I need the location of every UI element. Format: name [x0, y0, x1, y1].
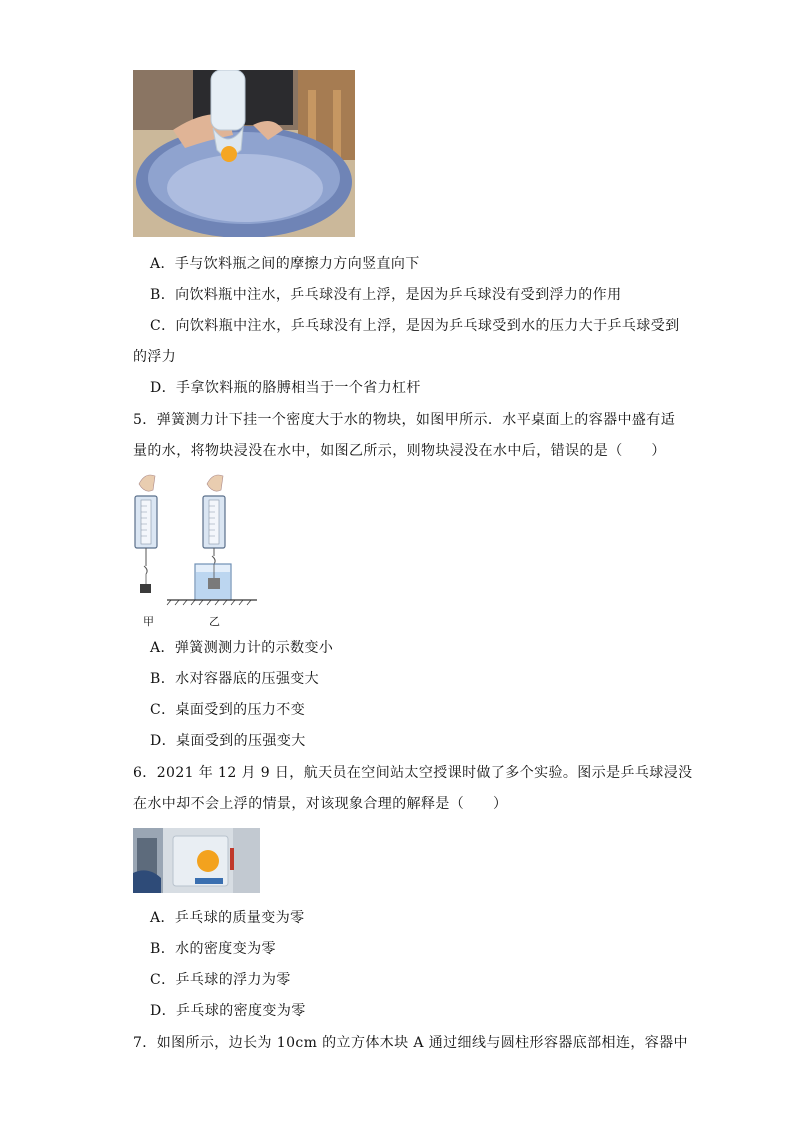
- q6-option-b: B．水的密度变为零: [150, 941, 276, 957]
- q5-option-b: B．水对容器底的压强变大: [150, 671, 320, 687]
- prev-option-b: B．向饮料瓶中注水，乒乓球没有上浮，是因为乒乓球没有受到浮力的作用: [150, 287, 622, 303]
- q5-option-d: D．桌面受到的压强变大: [150, 733, 306, 749]
- q6-option-d: D．乒乓球的密度变为零: [150, 1003, 306, 1019]
- prev-option-d: D．手拿饮料瓶的胳膊相当于一个省力杠杆: [150, 380, 421, 396]
- prev-option-a: A．手与饮料瓶之间的摩擦力方向竖直向下: [150, 256, 420, 272]
- spring-scale-diagram: [125, 470, 265, 630]
- q6-stem-line1: 6．2021 年 12 月 9 日，航天员在空间站太空授课时做了多个实验。图示是乒乓球浸没: [133, 765, 693, 781]
- q5-option-a: A．弹簧测测力计的示数变小: [150, 640, 334, 656]
- q5-option-c: C．桌面受到的压力不变: [150, 702, 306, 718]
- basin-bottle-photo: [133, 70, 355, 237]
- figure-label-yi: 乙: [209, 615, 221, 628]
- figure-label-jia: 甲: [143, 615, 155, 628]
- q5-stem-line1: 5．弹簧测力计下挂一个密度大于水的物块，如图甲所示．水平桌面上的容器中盛有适: [133, 412, 676, 428]
- q6-option-a: A．乒乓球的质量变为零: [150, 910, 305, 926]
- space-station-photo: [133, 828, 260, 893]
- q5-stem-line2: 量的水，将物块浸没在水中，如图乙所示，则物块浸没在水中后，错误的是（ ）: [133, 443, 666, 459]
- prev-option-c-continued: 的浮力: [133, 349, 177, 365]
- q6-stem-line2: 在水中却不会上浮的情景，对该现象合理的解释是（ ）: [133, 796, 508, 812]
- q6-option-c: C．乒乓球的浮力为零: [150, 972, 291, 988]
- q7-stem-line1: 7．如图所示，边长为 10cm 的立方体木块 A 通过细线与圆柱形容器底部相连，容器中: [133, 1035, 688, 1051]
- prev-option-c: C．向饮料瓶中注水，乒乓球没有上浮，是因为乒乓球受到水的压力大于乒乓球受到: [150, 318, 680, 334]
